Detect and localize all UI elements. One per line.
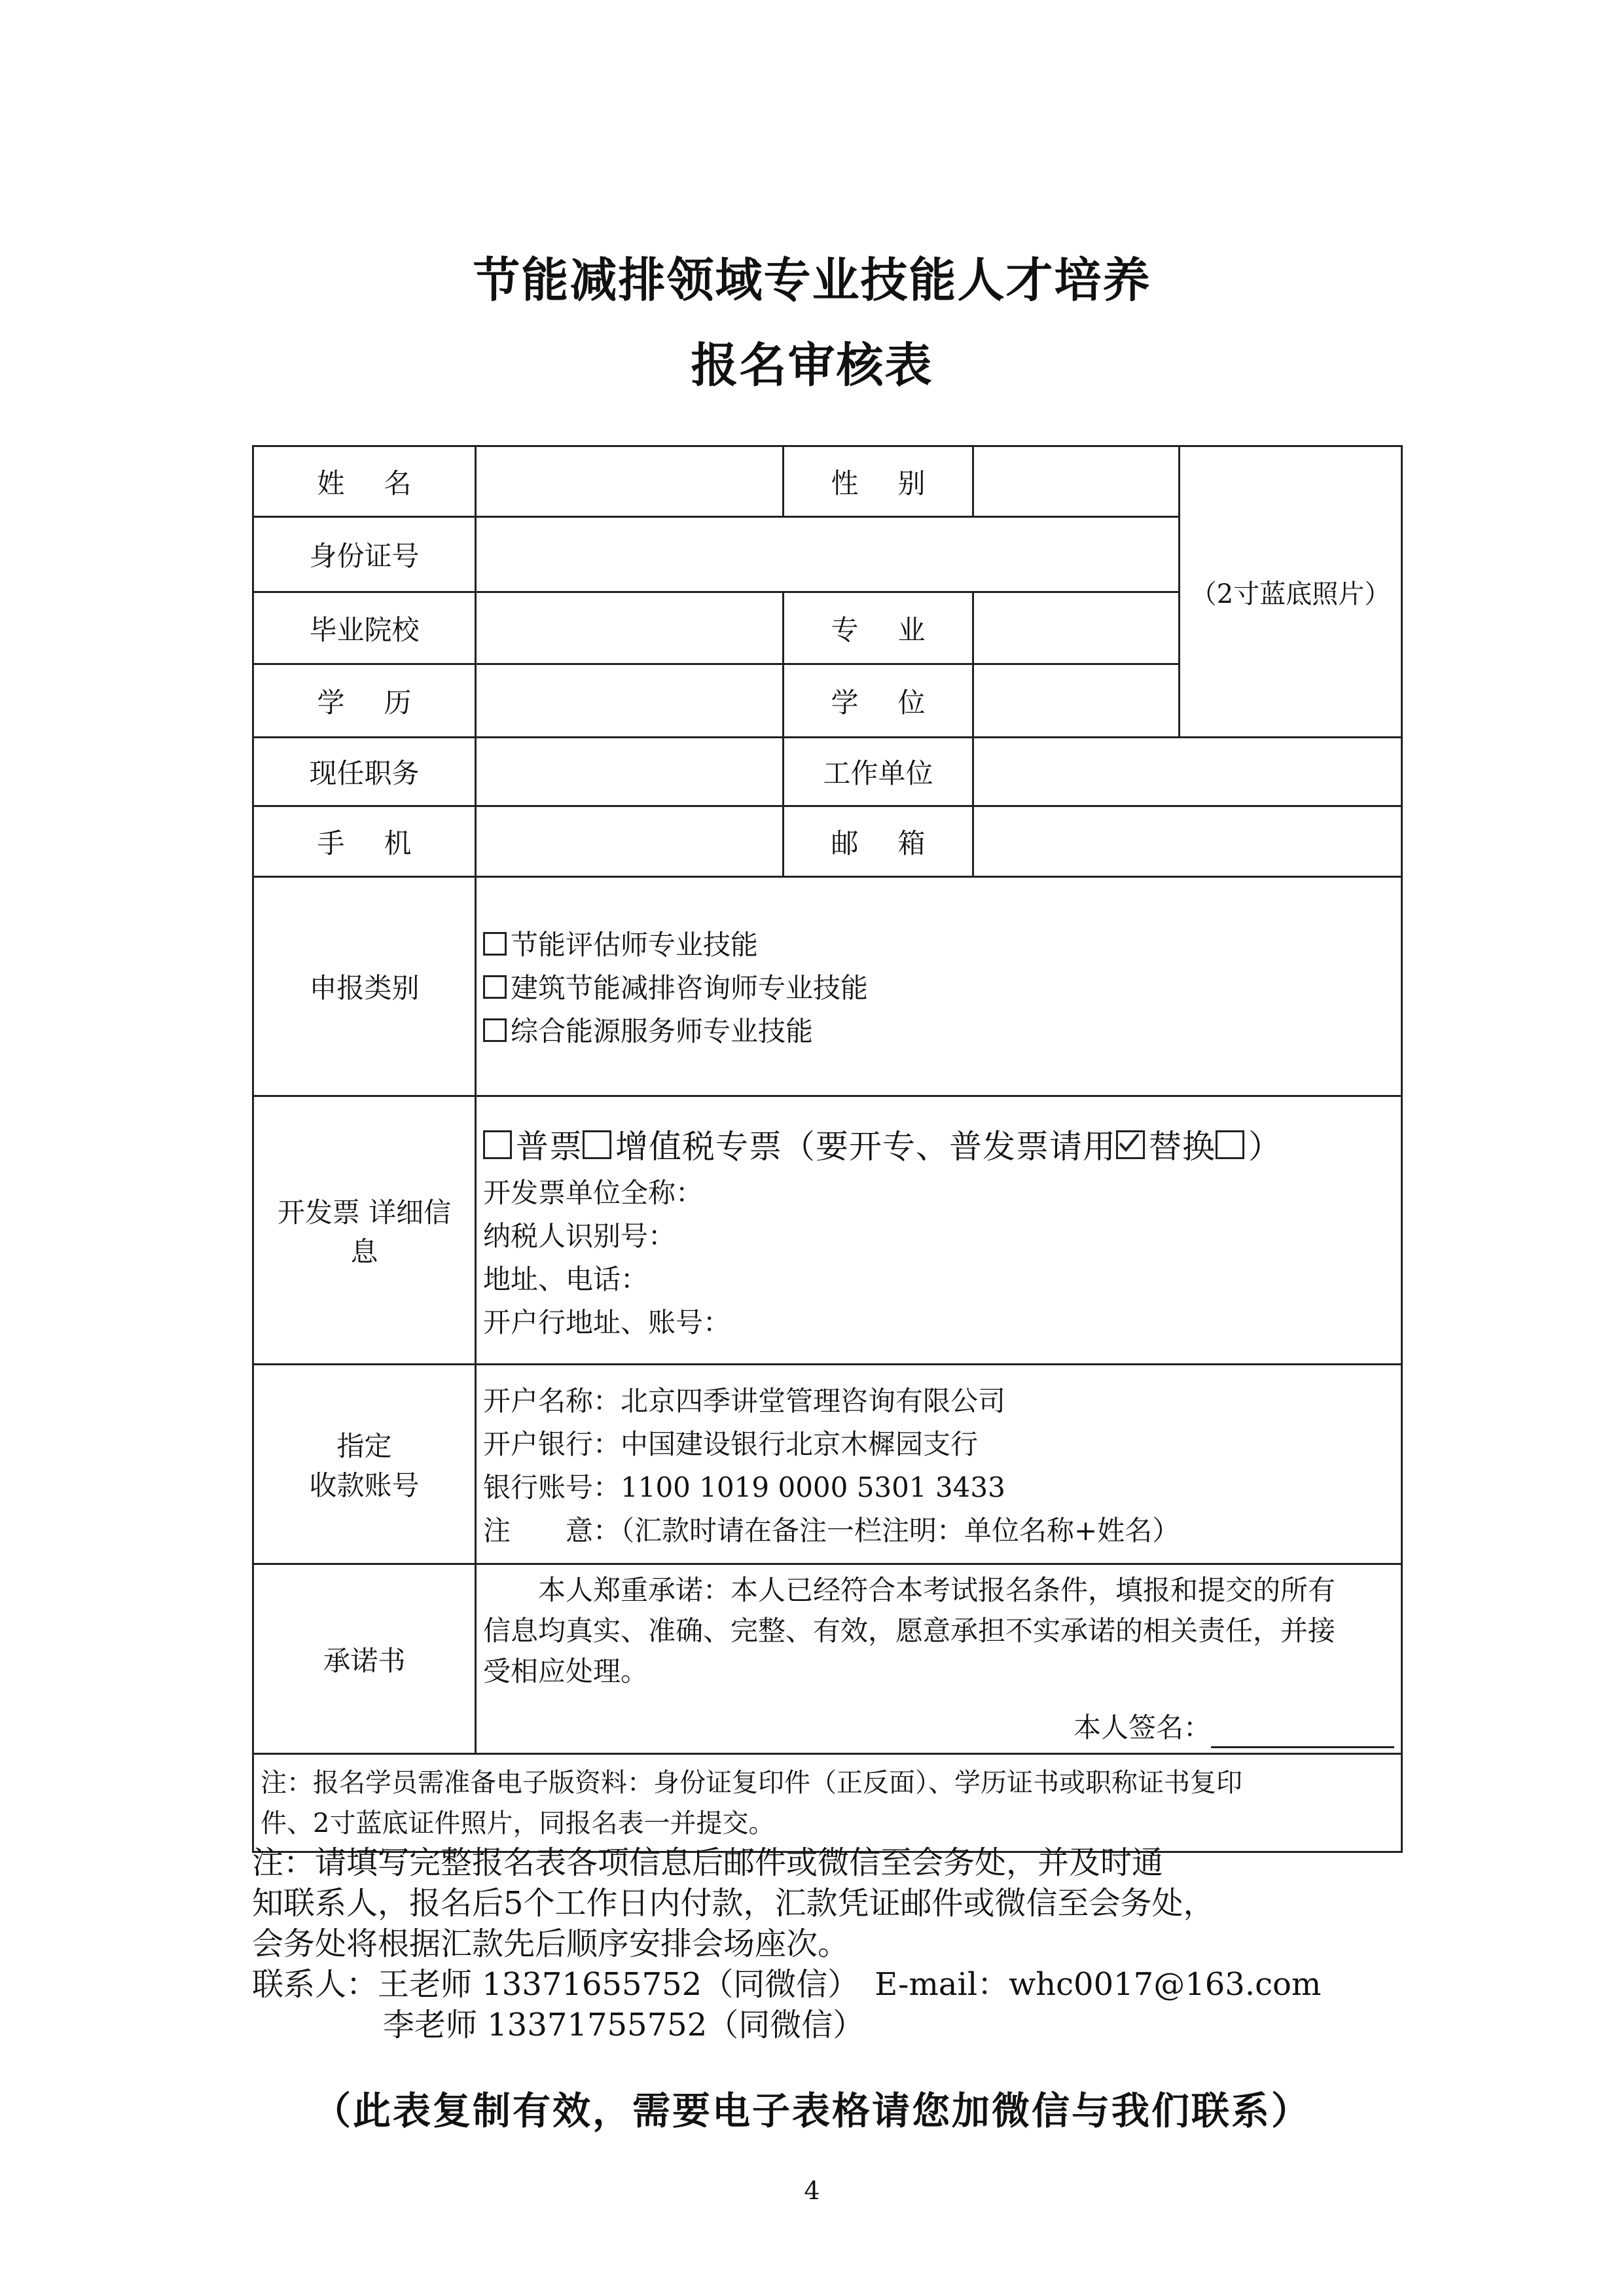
gender-label: 性别 [784, 446, 973, 517]
checkbox-icon[interactable] [1216, 1130, 1244, 1159]
account-line: 开户银行：中国建设银行北京木樨园支行 [483, 1428, 979, 1460]
position-field[interactable] [476, 738, 784, 806]
email-field[interactable] [973, 806, 1402, 877]
category-label: 申报类别 [253, 877, 476, 1096]
contact-line: 联系人：王老师 13371655752（同微信） E-mail：whc0017@163.com [252, 1966, 1322, 2003]
category-option[interactable]: 建筑节能减排咨询师专业技能 [483, 967, 1394, 1006]
gender-field[interactable] [973, 446, 1180, 517]
footer-note: （此表复制有效，需要电子表格请您加微信与我们联系） [312, 2089, 1311, 2133]
account-line: 注 意：（汇款时请在备注一栏注明：单位名称+姓名） [483, 1515, 1180, 1547]
major-field[interactable] [973, 592, 1180, 664]
category-option[interactable]: 综合能源服务师专业技能 [483, 1010, 1394, 1049]
degree-field[interactable] [973, 664, 1180, 738]
name-field[interactable] [476, 446, 784, 517]
account-line: 银行账号：1100 1019 0000 5301 3433 [483, 1471, 1005, 1503]
checkbox-icon[interactable] [483, 975, 507, 999]
id-field[interactable] [476, 517, 1180, 592]
form-title: 节能减排领域专业技能人才培养 [473, 253, 1151, 308]
employer-label: 工作单位 [784, 738, 973, 806]
form-subtitle: 报名审核表 [691, 338, 933, 393]
registration-form-table [252, 445, 1403, 1853]
signature-field[interactable] [1211, 1720, 1394, 1748]
page-number: 4 [804, 2176, 820, 2205]
major-label: 专业 [784, 592, 973, 664]
name-label: 姓名 [253, 446, 476, 517]
account-label: 指定 收款账号 [253, 1365, 476, 1564]
checkbox-icon[interactable] [483, 1018, 507, 1042]
school-field[interactable] [476, 592, 784, 664]
invoice-field-label: 纳税人识别号： [483, 1219, 676, 1252]
education-label: 学历 [253, 664, 476, 738]
signature-label: 本人签名： [1073, 1711, 1211, 1744]
pledge-label: 承诺书 [253, 1564, 476, 1754]
checkbox-checked-icon[interactable] [1116, 1130, 1145, 1159]
account-line: 开户名称：北京四季讲堂管理咨询有限公司 [483, 1385, 1006, 1417]
checkbox-icon[interactable] [483, 932, 507, 956]
invoice-field-label: 地址、电话： [483, 1263, 649, 1295]
education-field[interactable] [476, 664, 784, 738]
employer-field[interactable] [973, 738, 1402, 806]
degree-label: 学位 [784, 664, 973, 738]
id-label: 身份证号 [253, 517, 476, 592]
signature-row [483, 1708, 1394, 1748]
school-label: 毕业院校 [253, 592, 476, 664]
contact-line: 李老师 13371755752（同微信） [383, 2007, 865, 2043]
phone-field[interactable] [476, 806, 784, 877]
position-label: 现任职务 [253, 738, 476, 806]
instructions: 注：请填写完整报名表各项信息后邮件或微信至会务处，并及时通 知联系人，报名后5个工作日内付款，汇款凭证邮件或微信至会务处， 会务处将根据汇款先后顺序安排会场座次。 联系人：王老师 13371655752（同微信） E-mail：whc0017@163.com 李老师 13371755752（同微信） [252, 1842, 1404, 2045]
category-option[interactable]: 节能评估师专业技能 [483, 924, 1394, 963]
email-label: 邮箱 [784, 806, 973, 877]
photo-note: （2寸蓝底照片） [1190, 579, 1391, 609]
checkbox-icon[interactable] [583, 1130, 611, 1159]
pledge-text: 本人郑重承诺：本人已经符合本考试报名条件，填报和提交的所有 信息均真实、准确、完整、有效，愿意承担不实承诺的相关责任，并接 受相应处理。 本人签名： [476, 1564, 1402, 1754]
invoice-field-label: 开户行地址、账号： [483, 1306, 731, 1338]
category-options [476, 877, 1402, 1096]
checkbox-icon[interactable] [483, 1130, 512, 1159]
materials-note: 注：报名学员需准备电子版资料：身份证复印件（正反面）、学历证书或职称证书复印 件、2寸蓝底证件照片，同报名表一并提交。 [253, 1754, 1402, 1852]
phone-label: 手机 [253, 806, 476, 877]
account-details [476, 1365, 1402, 1564]
photo-box[interactable] [1180, 446, 1402, 738]
invoice-label: 开发票 详细信 息 [253, 1096, 476, 1365]
invoice-type-row: 普票 增值税专票（要开专、普发票请用 替换 ） [483, 1121, 1394, 1168]
invoice-details [476, 1096, 1402, 1365]
invoice-field-label: 开发票单位全称： [483, 1176, 704, 1209]
